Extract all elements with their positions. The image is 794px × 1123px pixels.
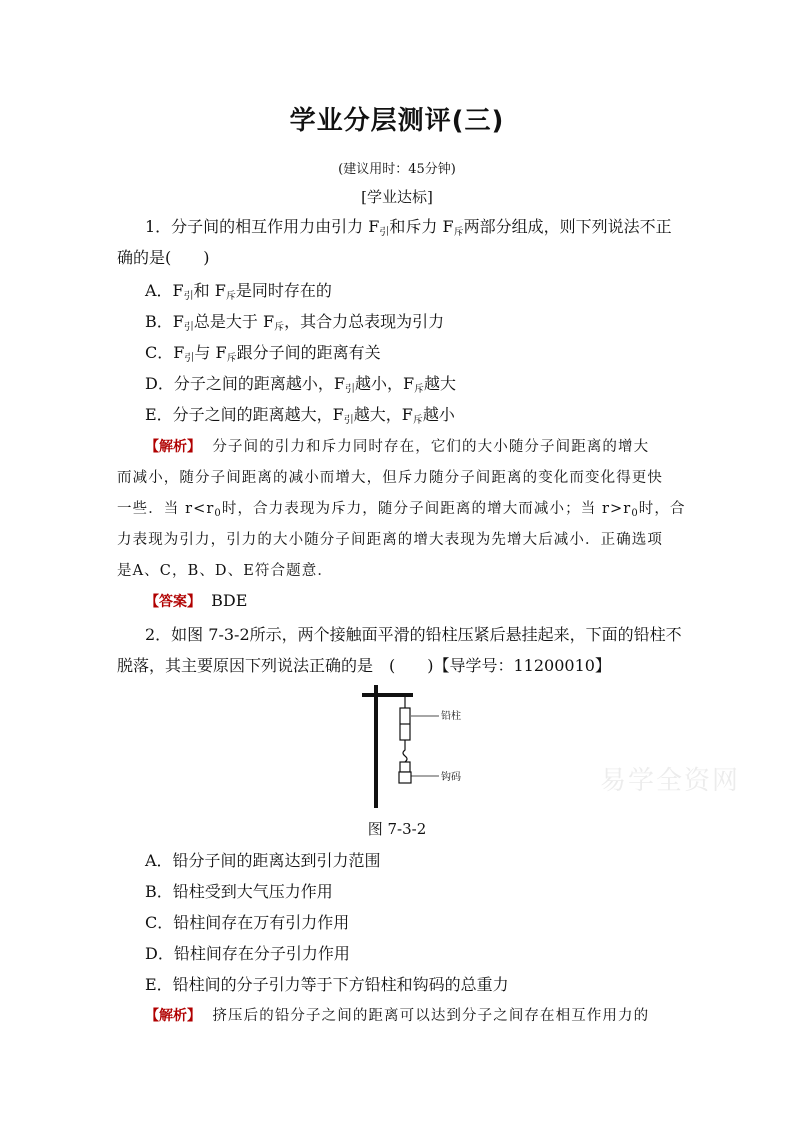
watermark: 易学全资网 bbox=[600, 766, 741, 796]
q2-option-d: D．铅柱间存在分子引力作用 bbox=[145, 944, 350, 963]
weight-upper bbox=[400, 762, 410, 772]
section-heading: [学业达标] bbox=[361, 188, 433, 206]
lead-cylinder-figure bbox=[355, 680, 475, 810]
q1-stem-line1: 1．分子间的相互作用力由引力 F引和斥力 F斥两部分组成，则下列说法不正 bbox=[145, 217, 672, 238]
hook bbox=[403, 740, 407, 762]
q2-option-a: A．铅分子间的距离达到引力范围 bbox=[145, 851, 381, 870]
q1-analysis-line5: 是A、C，B、D、E符合题意． bbox=[117, 563, 333, 579]
q1-analysis-line3: 一些．当 $r<r_0$时，合力表现为斥力，随分子间距离的增大而减小；当 $r>r_0$时，合 bbox=[117, 501, 686, 519]
q2-stem-line1: 2．如图 7-3-2所示，两个接触面平滑的铅柱压紧后悬挂起来，下面的铅柱不 bbox=[145, 625, 682, 644]
q2-option-c: C．铅柱间存在万有引力作用 bbox=[145, 913, 350, 932]
analysis-tag: 【解析】 bbox=[145, 439, 201, 455]
q1-option-a: A．F引和 F斥是同时存在的 bbox=[145, 281, 332, 302]
answer-value: BDE bbox=[211, 591, 248, 610]
q1-analysis-line4: 力表现为引力，引力的大小随分子间距离的增大表现为先增大后减小．正确选项 bbox=[117, 532, 663, 548]
q1-stem-line2: 确的是( ) bbox=[117, 248, 210, 267]
q1-option-b: B．F引总是大于 F斥，其合力总表现为引力 bbox=[145, 312, 445, 333]
q2-analysis-line1: 【解析】 挤压后的铅分子之间的距离可以达到分子之间存在相互作用力的 bbox=[145, 1008, 650, 1024]
q1-analysis-line2: 而减小，随分子间距离的减小而增大，但斥力随分子间距离的变化而变化得更快 bbox=[117, 470, 663, 486]
q2-option-e: E．铅柱间的分子引力等于下方铅柱和钩码的总重力 bbox=[145, 975, 509, 994]
q2-stem-line2: 脱落，其主要原因下列说法正确的是 ( )【导学号：11200010】 bbox=[117, 656, 611, 675]
page-title: 学业分层测评(三) bbox=[289, 106, 505, 136]
q1-option-e: E．分子之间的距离越大，F引越大，F斥越小 bbox=[145, 405, 455, 426]
figure-label-weight: 钩码 bbox=[441, 772, 461, 783]
figure-caption: 图 7-3-2 bbox=[367, 820, 427, 838]
q2-option-b: B．铅柱受到大气压力作用 bbox=[145, 882, 333, 901]
time-suggestion: (建议用时：45分钟) bbox=[338, 162, 456, 177]
answer-tag: 【答案】 bbox=[145, 594, 201, 610]
q1-analysis-line1: 【解析】 分子间的引力和斥力同时存在，它们的大小随分子间距离的增大 bbox=[145, 439, 650, 455]
q1-option-d: D．分子之间的距离越小，F引越小，F斥越大 bbox=[145, 374, 457, 395]
figure-label-lead: 铅柱 bbox=[441, 711, 461, 722]
analysis-tag: 【解析】 bbox=[145, 1008, 201, 1024]
weight-lower bbox=[399, 772, 411, 783]
q1-answer bbox=[145, 591, 682, 611]
q1-option-c: C．F引与 F斥跟分子间的距离有关 bbox=[145, 343, 381, 364]
